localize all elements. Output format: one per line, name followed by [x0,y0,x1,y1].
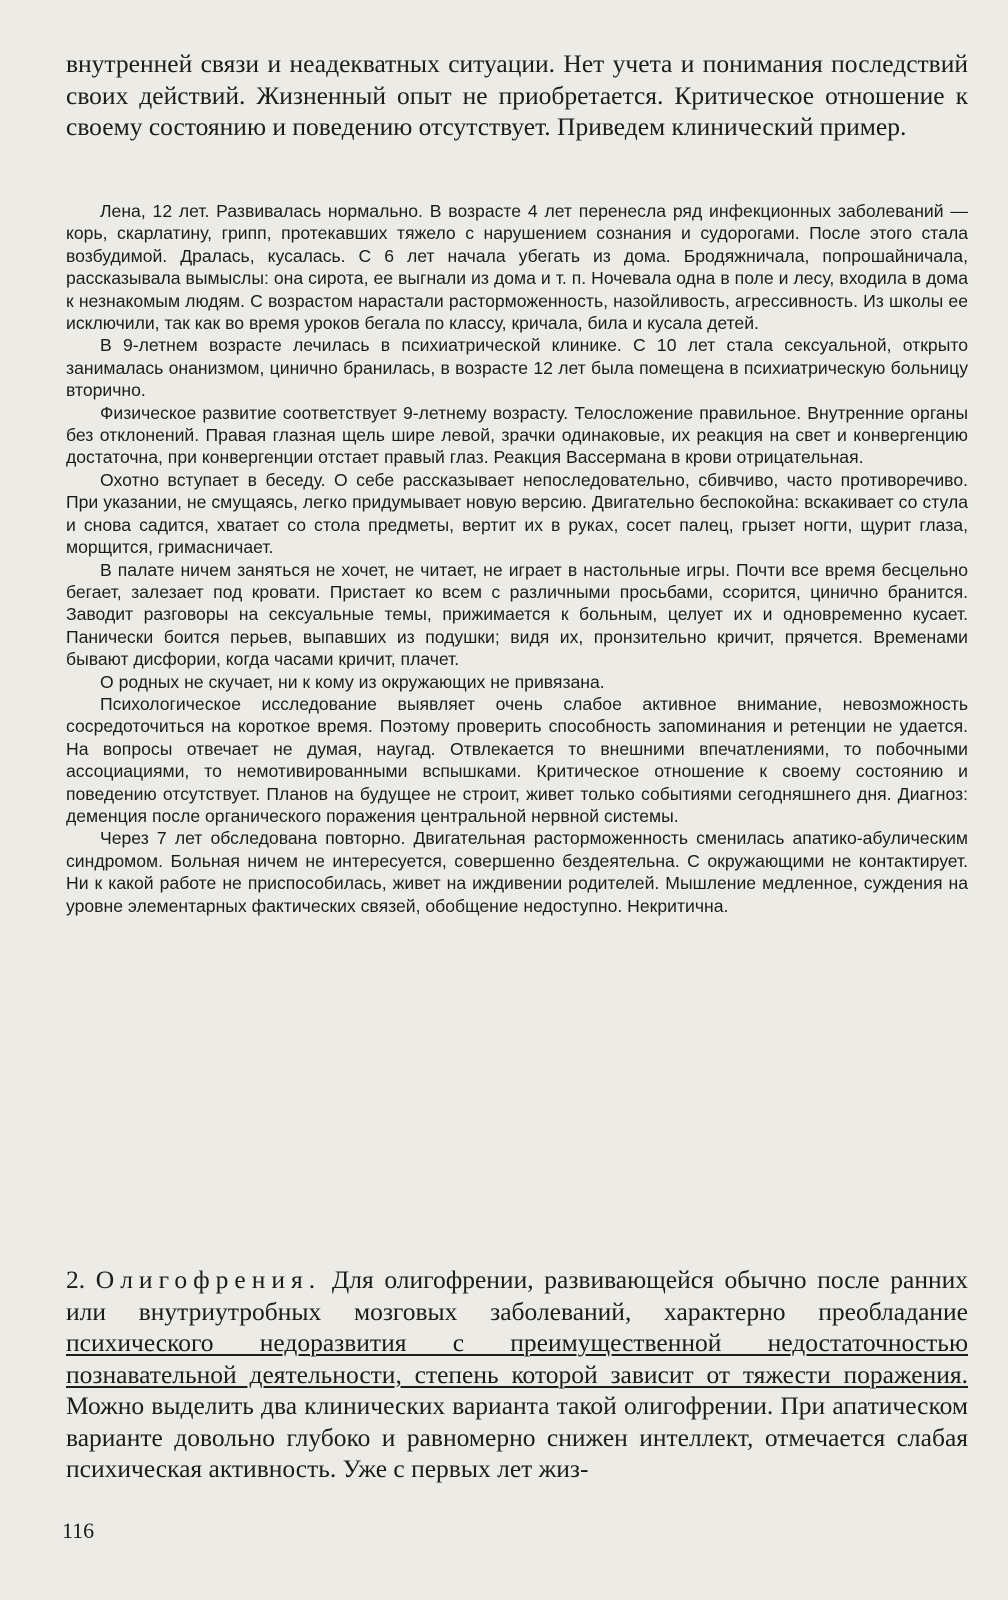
section-paragraph [66,1264,968,1485]
clinical-case [66,200,968,917]
section-text-a: Для олигофрении, развивающейся обычно после ранних или внутриутробных мозговых заболеваний, характерно преобладание [66,1265,969,1326]
intro-paragraph [66,48,968,143]
section-text-b: Можно выделить два клинических варианта такой олигофрении. При апатическом варианте довольно глубоко и равномерно снижен интеллект, отмечается слабая психическая активность. Уже с первых лет жиз- [66,1391,968,1483]
intro-text: внутренней связи и неадекватных ситуации. Нет учета и понимания последствий своих действий. Жизненный опыт не приобретается. Критическое отношение к своему состоянию и поведению отсутствует. Приведем клинический пример. [66,49,968,141]
section-heading: Олигофрения. [95,1265,322,1294]
section-number: 2. [66,1265,86,1294]
case-paragraph-8: Через 7 лет обследована повторно. Двигательная расторможенность сменилась апатико-абулическим синдромом. Больная ничем не интересуется, совершенно бездеятельна. С окружающими не контактирует. Ни к какой работе не приспособилась, живет на иждивении родителей. Мышление медленное, суждения на уровне элементарных фактических связей, обобщение недоступно. Некритична. [66,828,968,916]
page-number: 116 [62,1518,95,1543]
case-paragraph-6: О родных не скучает, ни к кому из окружающих не привязана. [100,671,605,692]
section-text-underlined: психического недоразвития с преимущественной недостаточностью познавательной деятельности, степень которой зависит от тяжести поражения. [66,1328,968,1389]
case-paragraph-7: Психологическое исследование выявляет очень слабое активное внимание, невозможность сосредоточиться на короткое время. Поэтому проверить способность запоминания и ретенции не удается. На вопросы отвечает не думая, наугад. Отвлекается то внешними впечатлениями, то побочными ассоциациями, то немотивированными вспышками. Критическое отношение к своему состоянию и поведению отсутствует. Планов на будущее не строит, живет только событиями сегодняшнего дня. Диагноз: деменция после органического поражения центральной нервной системы. [66,693,968,826]
case-paragraph-4: Охотно вступает в беседу. О себе рассказывает непоследовательно, сбивчиво, часто противоречиво. При указании, не смущаясь, легко придумывает новую версию. Двигательно беспокойна: вскакивает со стула и снова садится, хватает со стола предметы, вертит их в руках, сосет палец, грызет ногти, щурит глаза, морщится, гримасничает. [66,469,968,558]
section-oligophrenia [66,1264,968,1485]
case-paragraph-2: В 9-летнем возрасте лечилась в психиатрической клинике. С 10 лет стала сексуальной, открыто занималась онанизмом, цинично бранилась, в возрасте 12 лет была помещена в психиатрическую больницу вторично. [66,335,968,401]
case-paragraph-3: Физическое развитие соответствует 9-летнему возрасту. Телосложение правильное. Внутренние органы без отклонений. Правая глазная щель шире левой, зрачки одинаковые, их реакция на свет и конвергенцию достаточна, при конвергенции отстает правый глаз. Реакция Вассермана в крови отрицательная. [66,402,968,468]
case-paragraph-5: В палате ничем заняться не хочет, не читает, не играет в настольные игры. Почти все время бесцельно бегает, залезает под кровати. Пристает ко всем с различными просьбами, ссорится, цинично бранится. Заводит разговоры на сексуальные темы, прижимается к больным, целует их и одновременно кусает. Панически боится перьев, выпавших из подушки; видя их, пронзительно кричит, прячется. Временами бывают дисфории, когда часами кричит, плачет. [66,559,968,670]
case-paragraph-1: Лена, 12 лет. Развивалась нормально. В возрасте 4 лет перенесла ряд инфекционных заболеваний — корь, скарлатину, грипп, протекавших тяжело с нарушением сознания и судорогами. После этого стала возбудимой. Дралась, кусалась. С 6 лет начала убегать из дома. Бродяжничала, попрошайничала, рассказывала вымыслы: она сирота, ее выгнали из дома и т. п. Ночевала одна в поле и лесу, входила в дома к незнакомым людям. С возрастом нарастали расторможенность, назойливость, агрессивность. Из школы ее исключили, так как во время уроков бегала по классу, кричала, била и кусала детей. [66,201,968,334]
